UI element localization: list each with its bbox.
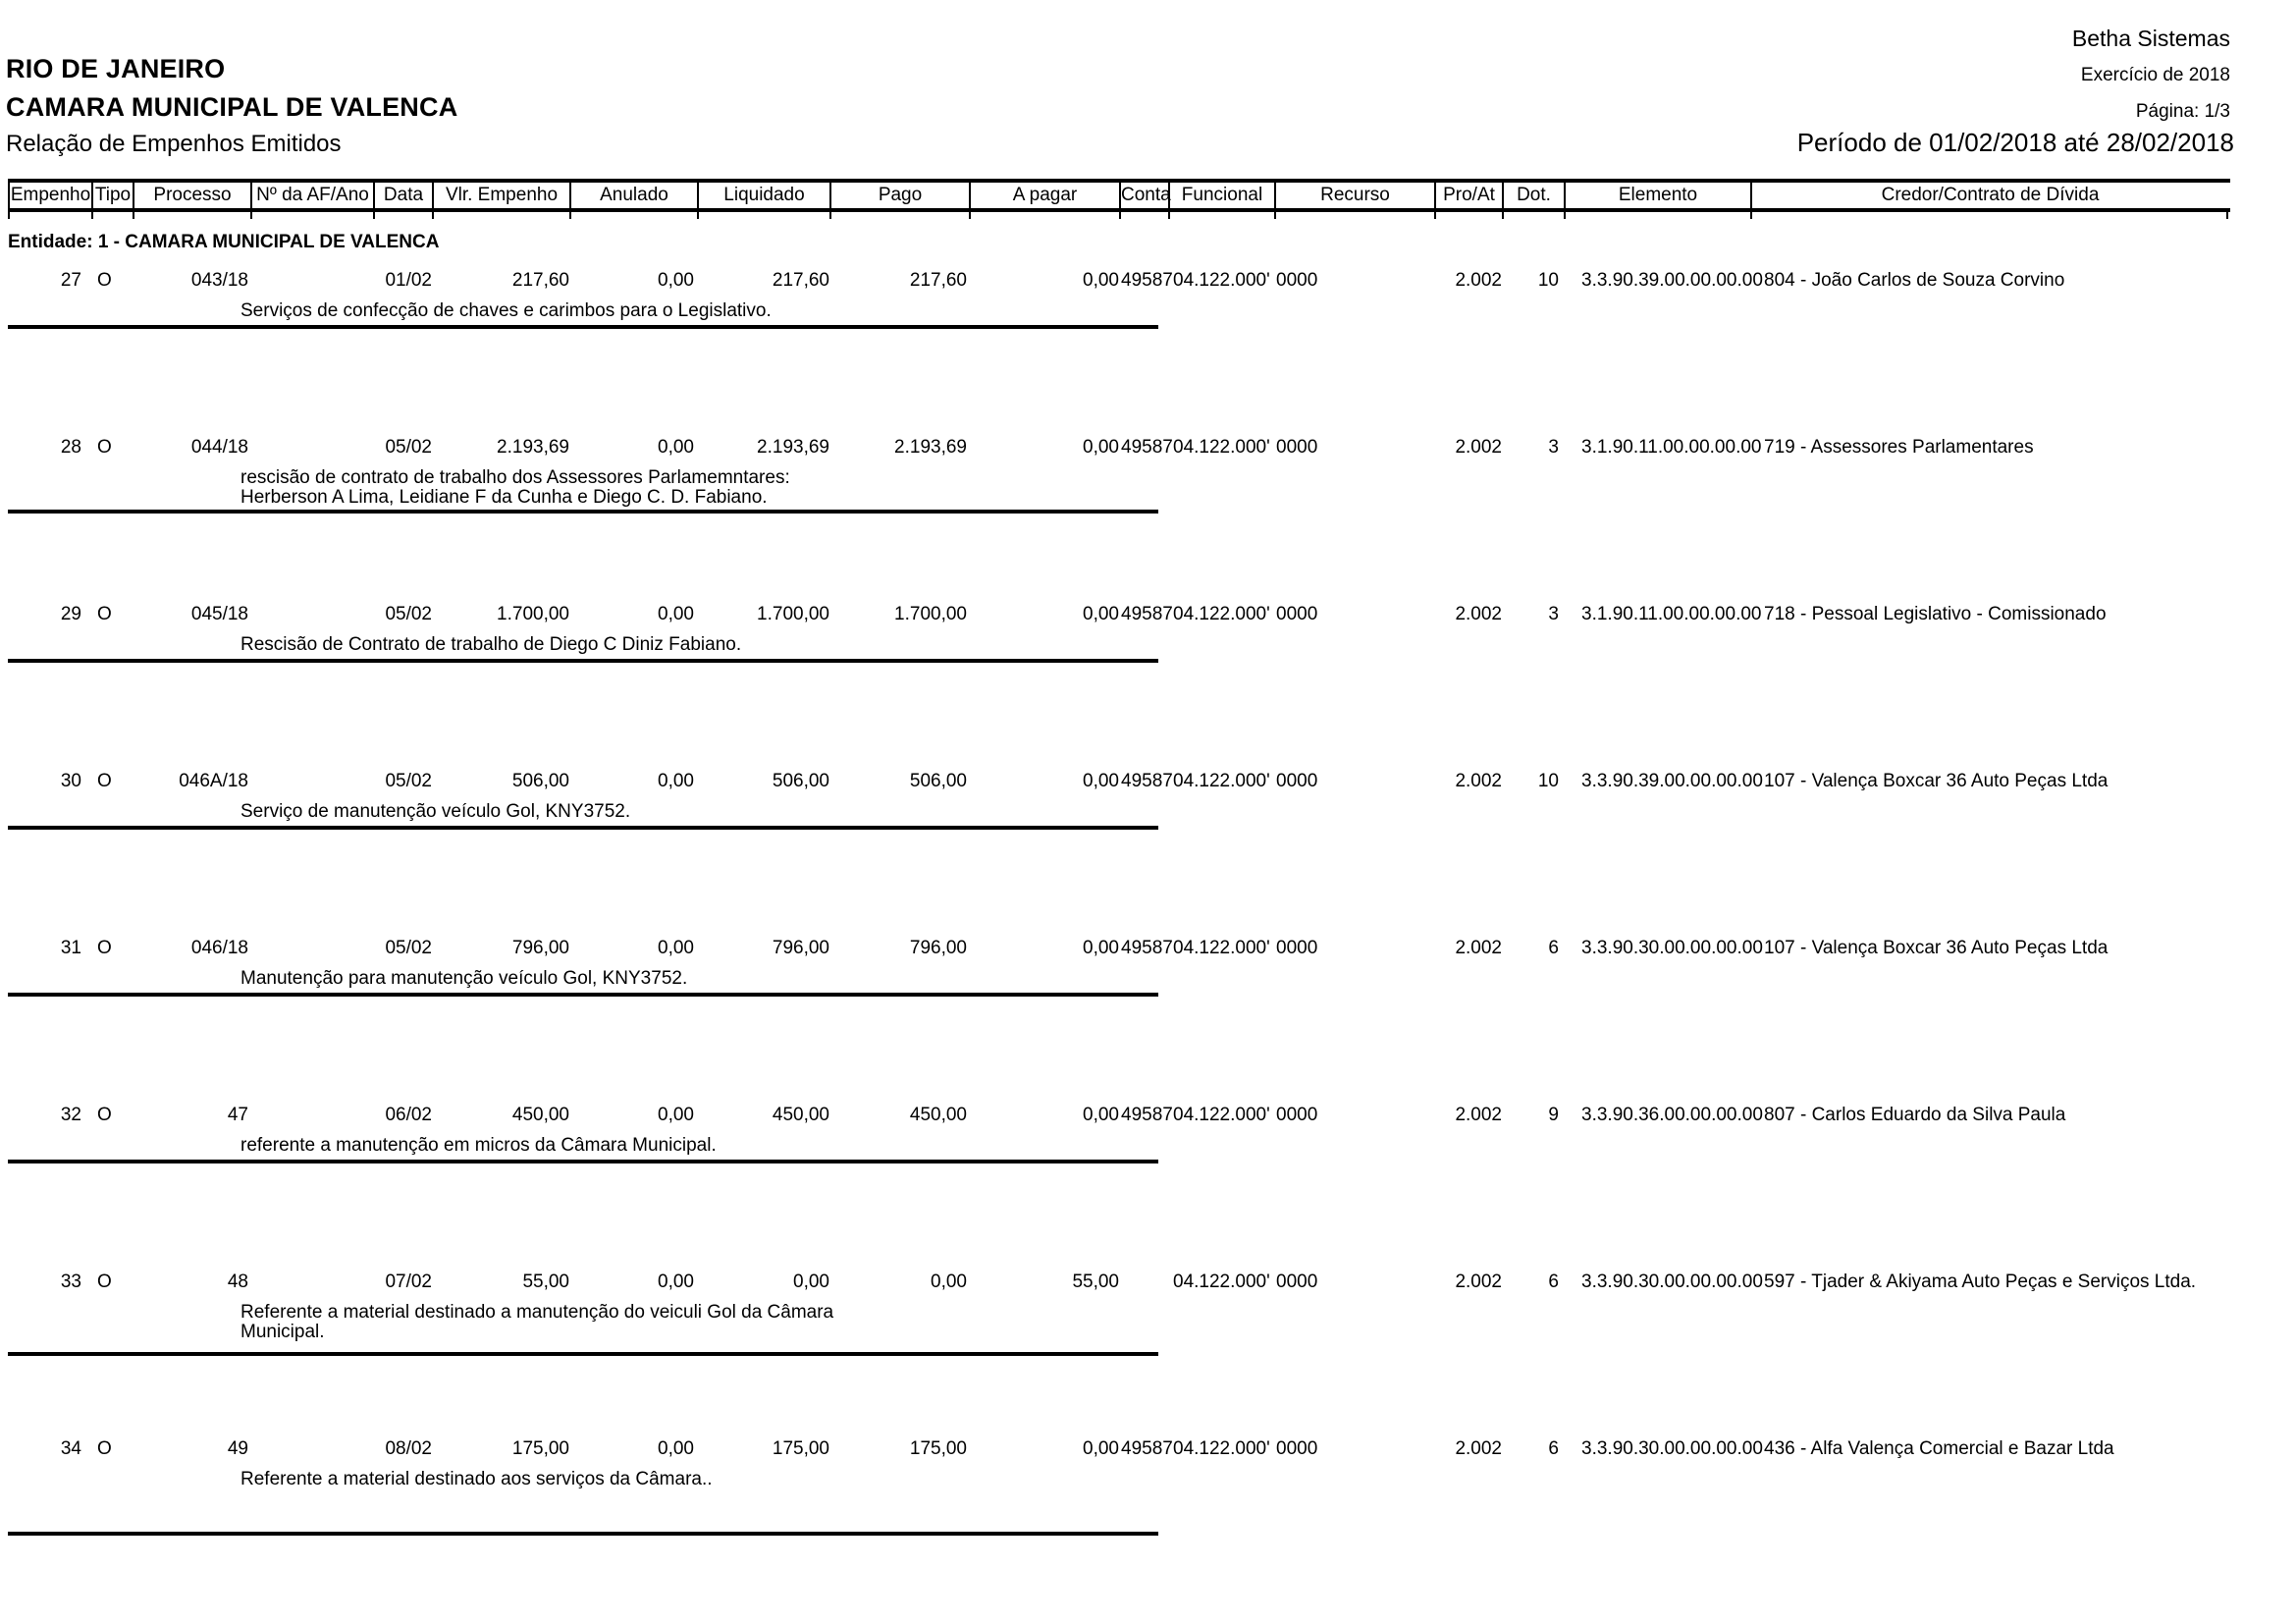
org-name: CAMARA MUNICIPAL DE VALENCA: [6, 92, 458, 122]
cell-vlr_empenho: 1.700,00: [497, 604, 569, 624]
cell-af_ano: [250, 938, 373, 959]
column-tick: [432, 212, 434, 219]
column-tick: [1274, 212, 1276, 219]
cell-dot: 6: [1548, 938, 1559, 958]
cell-vlr_empenho: 2.193,69: [497, 437, 569, 458]
cell-vlr_empenho: 175,00: [511, 1438, 569, 1459]
column-tick: [569, 212, 571, 219]
cell-pago: 175,00: [909, 1438, 967, 1459]
row-separator: [8, 826, 1158, 830]
column-tick: [1168, 212, 1170, 219]
cell-a_pagar: 0,00: [1083, 270, 1119, 291]
cell-liquidado: 217,60: [772, 270, 829, 291]
cell-anulado: 0,00: [658, 604, 694, 624]
cell-af_ano: [250, 437, 373, 459]
cell-pro_at: 2.002: [1455, 1438, 1502, 1459]
state-name: RIO DE JANEIRO: [6, 54, 226, 83]
column-header-anulado: Anulado: [571, 183, 699, 208]
cell-pro_at: 2.002: [1455, 270, 1502, 291]
table-header-row: [8, 179, 2230, 212]
cell-pago: 450,00: [909, 1105, 967, 1125]
cell-credor: 719 - Assessores Parlamentares: [1764, 437, 2034, 458]
row-separator: [8, 1160, 1158, 1163]
cell-recurso: 0000: [1276, 1105, 1318, 1125]
cell-liquidado: 450,00: [772, 1105, 829, 1125]
cell-conta: 49587: [1121, 1438, 1173, 1459]
cell-vlr_empenho: 55,00: [522, 1271, 569, 1292]
column-tick: [91, 212, 93, 219]
column-tick: [133, 212, 134, 219]
cell-vlr_empenho: 217,60: [511, 270, 569, 291]
cell-recurso: 0000: [1276, 437, 1318, 458]
row-separator: [8, 1352, 1158, 1356]
cell-dot: 6: [1548, 1438, 1559, 1459]
cell-a_pagar: 0,00: [1083, 437, 1119, 458]
column-header-elemento: Elemento: [1566, 183, 1752, 208]
cell-dot: 3: [1548, 437, 1559, 458]
cell-a_pagar: 55,00: [1072, 1271, 1119, 1292]
row-separator: [8, 659, 1158, 663]
cell-funcional: 04.122.000': [1173, 604, 1270, 624]
row-description: Referente a material destinado aos serviços da Câmara..: [240, 1469, 713, 1489]
cell-processo: 043/18: [190, 270, 248, 291]
column-header-liquidado: Liquidado: [699, 183, 831, 208]
cell-pago: 2.193,69: [894, 437, 967, 458]
cell-dot: 3: [1548, 604, 1559, 624]
column-tick: [1564, 212, 1566, 219]
column-header-empenho: Empenho: [10, 183, 93, 208]
cell-pago: 0,00: [931, 1271, 967, 1292]
cell-elemento: 3.3.90.30.00.00.00.00: [1581, 1271, 1763, 1292]
cell-pro_at: 2.002: [1455, 771, 1502, 791]
column-header-credor: Credor/Contrato de Dívida: [1881, 185, 2100, 205]
column-header-conta: Conta: [1121, 183, 1170, 208]
row-separator: [8, 1532, 1158, 1536]
cell-conta: 49587: [1121, 938, 1173, 958]
cell-a_pagar: 0,00: [1083, 1105, 1119, 1125]
vendor-name: Betha Sistemas: [2071, 26, 2230, 51]
column-header-funcional: Funcional: [1170, 183, 1276, 208]
cell-credor: 804 - João Carlos de Souza Corvino: [1764, 270, 2065, 291]
cell-anulado: 0,00: [658, 437, 694, 458]
cell-anulado: 0,00: [658, 938, 694, 958]
column-header-vlr_empenho: Vlr. Empenho: [434, 183, 571, 208]
cell-liquidado: 2.193,69: [757, 437, 829, 458]
cell-processo: 046/18: [190, 938, 248, 958]
cell-elemento: 3.3.90.36.00.00.00.00: [1581, 1105, 1763, 1125]
cell-tipo: O: [97, 1271, 112, 1292]
cell-anulado: 0,00: [658, 1105, 694, 1125]
row-description: Serviço de manutenção veículo Gol, KNY3752.: [240, 801, 631, 822]
column-tick: [829, 212, 831, 219]
table-row: [8, 771, 2226, 792]
cell-dot: 10: [1537, 771, 1559, 791]
cell-credor: 597 - Tjader & Akiyama Auto Peças e Serviços Ltda.: [1764, 1271, 2197, 1292]
cell-tipo: O: [97, 1105, 112, 1125]
cell-conta: 49587: [1121, 771, 1173, 791]
table-row: [8, 437, 2226, 459]
column-header-dot: Dot.: [1504, 183, 1566, 208]
cell-a_pagar: 0,00: [1083, 1438, 1119, 1459]
cell-processo: 044/18: [190, 437, 248, 458]
table-row: [8, 1271, 2226, 1293]
row-separator: [8, 993, 1158, 997]
column-header-pro_at: Pro/At: [1436, 183, 1504, 208]
exercise-label: Exercício de 2018: [2080, 65, 2230, 85]
column-header-a_pagar: A pagar: [971, 183, 1121, 208]
cell-processo: 045/18: [190, 604, 248, 624]
cell-elemento: 3.1.90.11.00.00.00.00: [1581, 604, 1762, 624]
cell-empenho: 32: [60, 1105, 81, 1125]
cell-tipo: O: [97, 938, 112, 958]
cell-vlr_empenho: 796,00: [511, 938, 569, 958]
cell-funcional: 04.122.000': [1173, 938, 1270, 958]
cell-empenho: 30: [60, 771, 81, 791]
cell-pro_at: 2.002: [1455, 1105, 1502, 1125]
cell-funcional: 04.122.000': [1173, 1105, 1270, 1125]
cell-credor: 807 - Carlos Eduardo da Silva Paula: [1764, 1105, 2066, 1125]
cell-data: 07/02: [385, 1271, 432, 1292]
column-tick: [8, 212, 10, 219]
cell-pago: 1.700,00: [894, 604, 967, 624]
row-description: referente a manutenção em micros da Câmara Municipal.: [240, 1135, 717, 1156]
row-description: Serviços de confecção de chaves e carimbos para o Legislativo.: [240, 300, 772, 321]
cell-pago: 217,60: [909, 270, 967, 291]
cell-liquidado: 1.700,00: [757, 604, 829, 624]
column-header-tipo: Tipo: [93, 183, 134, 208]
cell-dot: 6: [1548, 1271, 1559, 1292]
cell-processo: 47: [227, 1105, 248, 1125]
table-row: [8, 938, 2226, 959]
cell-pago: 506,00: [909, 771, 967, 791]
cell-tipo: O: [97, 437, 112, 458]
cell-tipo: O: [97, 270, 112, 291]
cell-data: 05/02: [385, 938, 432, 958]
cell-anulado: 0,00: [658, 1438, 694, 1459]
column-tick: [1434, 212, 1436, 219]
cell-data: 06/02: [385, 1105, 432, 1125]
row-description: Rescisão de Contrato de trabalho de Diego C Diniz Fabiano.: [240, 634, 742, 655]
cell-vlr_empenho: 506,00: [511, 771, 569, 791]
cell-recurso: 0000: [1276, 938, 1318, 958]
cell-tipo: O: [97, 1438, 112, 1459]
cell-recurso: 0000: [1276, 1271, 1318, 1292]
column-tick: [1502, 212, 1504, 219]
cell-conta: 49587: [1121, 1105, 1173, 1125]
cell-empenho: 29: [60, 604, 81, 624]
cell-anulado: 0,00: [658, 771, 694, 791]
cell-recurso: 0000: [1276, 1438, 1318, 1459]
cell-funcional: 04.122.000': [1173, 437, 1270, 458]
cell-dot: 9: [1548, 1105, 1559, 1125]
cell-credor: 107 - Valença Boxcar 36 Auto Peças Ltda: [1764, 938, 2109, 958]
cell-elemento: 3.3.90.39.00.00.00.00: [1581, 270, 1763, 291]
row-description: Manutenção para manutenção veículo Gol, KNY3752.: [240, 968, 688, 989]
row-separator: [8, 510, 1158, 514]
cell-data: 05/02: [385, 771, 432, 791]
cell-conta: 49587: [1121, 604, 1173, 624]
cell-funcional: 04.122.000': [1173, 270, 1270, 291]
cell-a_pagar: 0,00: [1083, 604, 1119, 624]
cell-elemento: 3.1.90.11.00.00.00.00: [1581, 437, 1762, 458]
entity-label: Entidade: 1 - CAMARA MUNICIPAL DE VALENCA: [8, 232, 440, 252]
cell-liquidado: 506,00: [772, 771, 829, 791]
cell-tipo: O: [97, 604, 112, 624]
report-title: Relação de Empenhos Emitidos: [6, 131, 342, 157]
page-number: Página: 1/3: [2135, 101, 2230, 122]
cell-vlr_empenho: 450,00: [511, 1105, 569, 1125]
cell-recurso: 0000: [1276, 270, 1318, 291]
cell-elemento: 3.3.90.39.00.00.00.00: [1581, 771, 1763, 791]
column-tick: [2226, 212, 2228, 219]
column-tick: [250, 212, 252, 219]
cell-tipo: O: [97, 771, 112, 791]
cell-pago: 796,00: [909, 938, 967, 958]
cell-conta: 49587: [1121, 437, 1173, 458]
cell-processo: 046A/18: [179, 771, 248, 791]
cell-a_pagar: 0,00: [1083, 938, 1119, 958]
cell-anulado: 0,00: [658, 270, 694, 291]
cell-af_ano: [250, 1438, 373, 1460]
cell-recurso: 0000: [1276, 604, 1318, 624]
cell-funcional: 04.122.000': [1173, 1438, 1270, 1459]
cell-af_ano: [250, 270, 373, 292]
table-row: [8, 1105, 2226, 1126]
cell-pro_at: 2.002: [1455, 604, 1502, 624]
column-header-processo: Processo: [134, 183, 252, 208]
row-description: rescisão de contrato de trabalho dos Assessores Parlamemntares: Herberson A Lima, Leidiane F da Cunha e Diego C. D. Fabiano.: [240, 467, 790, 508]
column-tick: [1119, 212, 1121, 219]
cell-data: 08/02: [385, 1438, 432, 1459]
cell-empenho: 31: [60, 938, 81, 958]
table-row: [8, 1438, 2226, 1460]
cell-elemento: 3.3.90.30.00.00.00.00: [1581, 1438, 1763, 1459]
cell-empenho: 27: [60, 270, 81, 291]
column-tick: [373, 212, 375, 219]
column-tick: [697, 212, 699, 219]
cell-af_ano: [250, 771, 373, 792]
table-header-ticks: [8, 212, 2228, 219]
cell-data: 05/02: [385, 604, 432, 624]
cell-a_pagar: 0,00: [1083, 771, 1119, 791]
cell-empenho: 33: [60, 1271, 81, 1292]
table-row: [8, 604, 2226, 625]
cell-recurso: 0000: [1276, 771, 1318, 791]
row-description: Referente a material destinado a manutenção do veiculi Gol da Câmara Municipal.: [240, 1302, 834, 1342]
column-tick: [1750, 212, 1752, 219]
cell-credor: 718 - Pessoal Legislativo - Comissionado: [1764, 604, 2107, 624]
cell-conta: 49587: [1121, 270, 1173, 291]
period-label: Período de 01/02/2018 até 28/02/2018: [1796, 128, 2234, 157]
cell-elemento: 3.3.90.30.00.00.00.00: [1581, 938, 1763, 958]
column-header-data: Data: [375, 183, 434, 208]
cell-liquidado: 175,00: [772, 1438, 829, 1459]
cell-empenho: 28: [60, 437, 81, 458]
cell-af_ano: [250, 1271, 373, 1293]
column-header-af_ano: Nº da AF/Ano: [252, 183, 375, 208]
cell-anulado: 0,00: [658, 1271, 694, 1292]
cell-funcional: 04.122.000': [1173, 1271, 1270, 1292]
cell-pro_at: 2.002: [1455, 938, 1502, 958]
cell-data: 05/02: [385, 437, 432, 458]
cell-pro_at: 2.002: [1455, 437, 1502, 458]
cell-processo: 49: [227, 1438, 248, 1459]
row-separator: [8, 325, 1158, 329]
cell-af_ano: [250, 1105, 373, 1126]
cell-pro_at: 2.002: [1455, 1271, 1502, 1292]
column-header-recurso: Recurso: [1276, 183, 1436, 208]
cell-funcional: 04.122.000': [1173, 771, 1270, 791]
cell-af_ano: [250, 604, 373, 625]
cell-credor: 436 - Alfa Valença Comercial e Bazar Ltda: [1764, 1438, 2114, 1459]
cell-data: 01/02: [385, 270, 432, 291]
cell-dot: 10: [1537, 270, 1559, 291]
cell-conta: [1119, 1271, 1168, 1293]
table-row: [8, 270, 2226, 292]
cell-empenho: 34: [60, 1438, 81, 1459]
cell-liquidado: 0,00: [793, 1271, 829, 1292]
cell-liquidado: 796,00: [772, 938, 829, 958]
column-header-pago: Pago: [831, 183, 971, 208]
column-tick: [969, 212, 971, 219]
cell-processo: 48: [227, 1271, 248, 1292]
cell-credor: 107 - Valença Boxcar 36 Auto Peças Ltda: [1764, 771, 2109, 791]
